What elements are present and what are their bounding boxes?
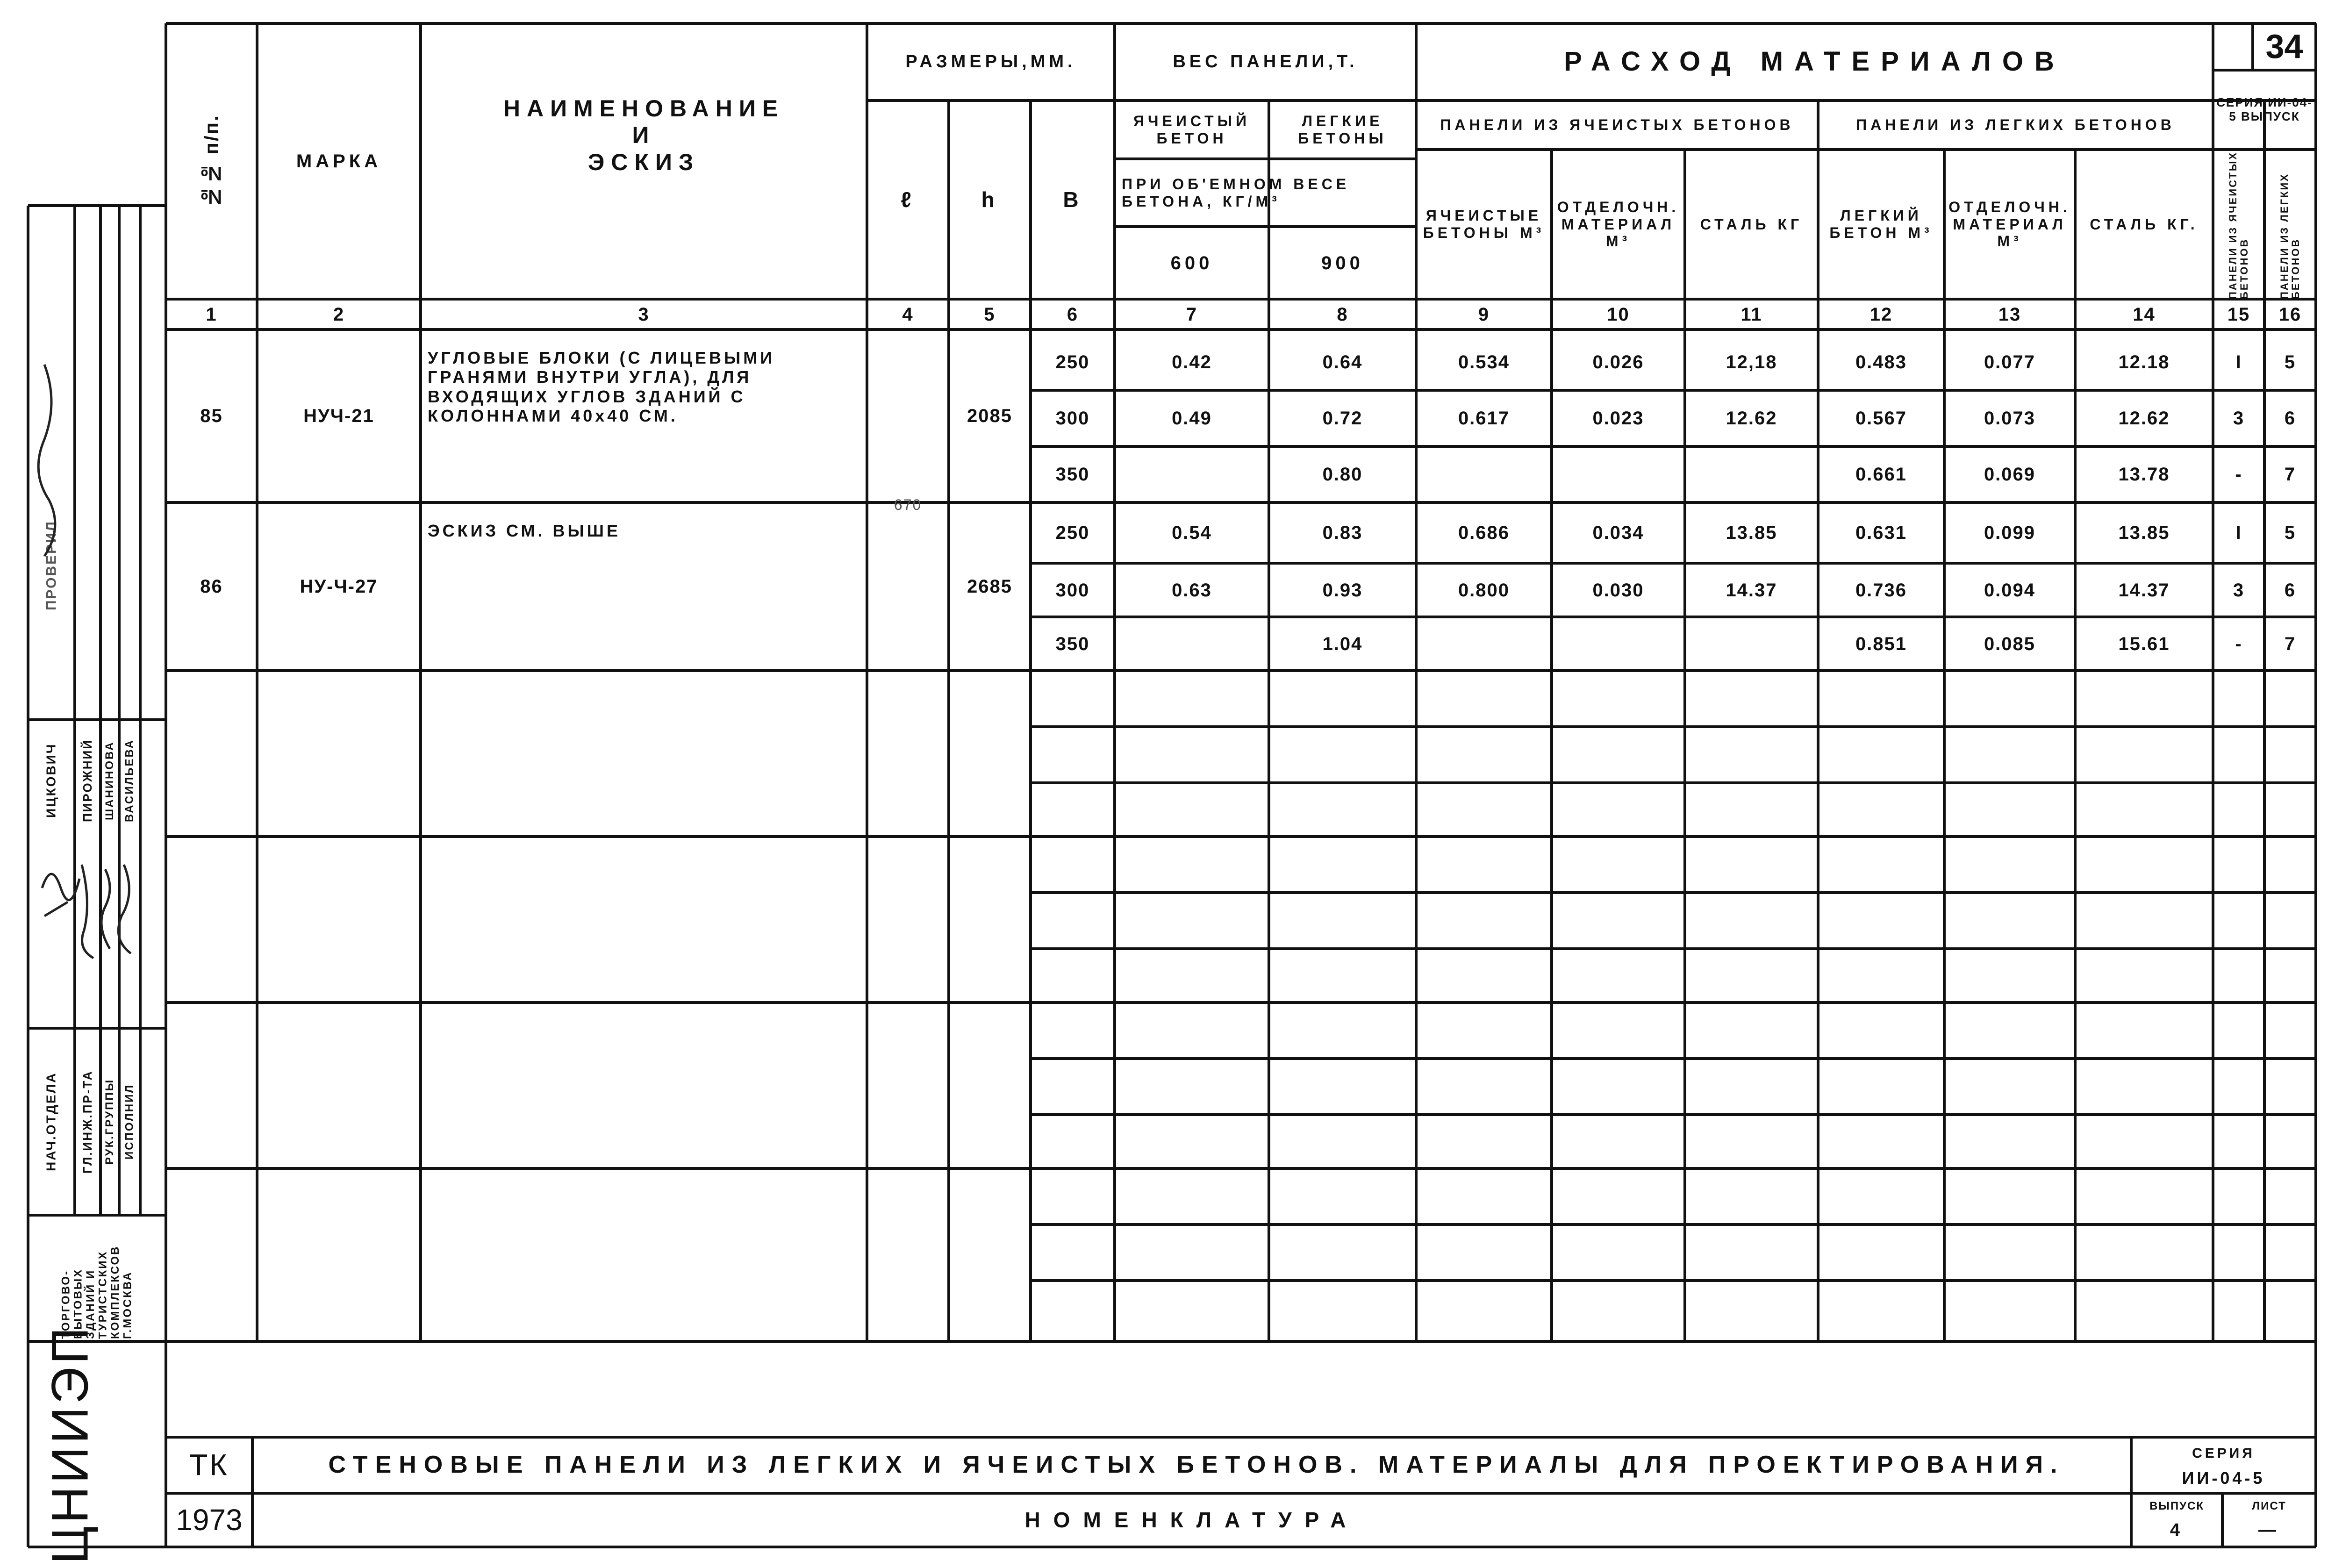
row-mark: НУЧ-21 [303,406,374,426]
cell-c14: 13.85 [2118,523,2170,543]
cell-c13: 0.094 [1984,580,2036,601]
cell-c10: 0.026 [1592,352,1644,372]
cell-b: 350 [1055,633,1090,654]
header-col9: ЯЧЕИСТЫЕ БЕТОНЫ М³ [1423,207,1545,241]
cell-b: 250 [1055,523,1090,543]
header-col15: ПАНЕЛИ ИЗ ЯЧЕИСТЫХ БЕТОНОВ [2227,151,2250,299]
signature-5 [38,365,55,556]
stamp-name-3: ШАНИНОВА [103,741,116,820]
header-dim-b: B [1063,187,1082,212]
column-number-14: 14 [2133,304,2156,325]
l-value: 670 [894,496,922,513]
column-number-4: 4 [902,304,914,325]
stamp-role-1: НАЧ.ОТДЕЛА [43,1072,58,1172]
cell-c12: 0.736 [1855,580,1907,601]
row-height: 2085 [967,406,1012,426]
footer-series-label: СЕРИЯ [2192,1445,2255,1461]
cell-c11: 12.62 [1726,408,1777,429]
header-series-box: СЕРИЯ ИИ-04-5 ВЫПУСК [2216,95,2313,123]
cell-c12: 0.851 [1855,633,1907,654]
header-dim-l: ℓ [901,187,915,212]
row-mark: НУ-Ч-27 [300,576,378,597]
cell-c15: 3 [2233,408,2245,429]
column-number-13: 13 [1998,304,2021,325]
footer-issue-label: ВЫПУСК [2149,1499,2204,1512]
cell-c16: 6 [2284,408,2296,429]
stamp-role-3: РУК.ГРУППЫ [103,1078,116,1165]
signature-4 [118,865,131,953]
header-col16: ПАНЕЛИ ИЗ ЛЕГКИХ БЕТОНОВ [2278,173,2301,299]
cell-w8: 0.93 [1322,580,1363,601]
cell-b: 250 [1055,352,1090,372]
column-number-2: 2 [333,304,345,325]
cell-c12: 0.661 [1855,464,1907,485]
header-light-concretes: ЛЕГКИЕ БЕТОНЫ [1298,112,1387,147]
footer-title: СТЕНОВЫЕ ПАНЕЛИ ИЗ ЛЕГКИХ И ЯЧЕИСТЫХ БЕТОНОВ. МАТЕРИАЛЫ ДЛЯ ПРОЕКТИРОВАНИЯ. [328,1451,2065,1479]
cell-w8: 0.83 [1322,523,1363,543]
header-col10: ОТДЕЛОЧН. МАТЕРИАЛ М³ [1557,198,1680,250]
cell-c14: 12.62 [2118,408,2170,429]
cell-c14: 15.61 [2118,633,2170,654]
cell-c11: 12,18 [1726,352,1777,372]
signature-1 [42,874,79,916]
header-panel-weight: ВЕС ПАНЕЛИ,Т. [1173,51,1358,72]
cell-b: 300 [1055,408,1090,429]
cell-c15: - [2235,464,2242,485]
cell-w7: 0.54 [1172,523,1212,543]
column-number-7: 7 [1186,304,1198,325]
footer-sheet-value: — [2258,1520,2280,1540]
header-cellular-panels: ПАНЕЛИ ИЗ ЯЧЕИСТЫХ БЕТОНОВ [1440,116,1794,134]
cell-w7: 0.42 [1172,352,1212,372]
footer-series-value: ИИ-04-5 [2182,1468,2265,1488]
column-number-8: 8 [1337,304,1348,325]
header-600: 600 [1170,252,1213,273]
signature-3 [101,869,110,949]
header-number: №№ п/п. [200,114,222,208]
header-volume-weight: ПРИ ОБ'ЕМНОМ ВЕСЕ БЕТОНА, КГ/М³ [1122,175,1350,210]
cell-c10: 0.034 [1592,523,1644,543]
header-name-sketch: НАИМЕНОВАНИЕ И ЭСКИЗ [503,95,785,175]
cell-w8: 0.80 [1322,464,1363,485]
footer-tk: ТК [189,1448,229,1482]
cell-w7: 0.49 [1172,408,1212,429]
cell-w8: 0.64 [1322,352,1363,372]
cell-c13: 0.073 [1984,408,2036,429]
cell-c16: 5 [2284,352,2296,372]
stamp-name-1: ИЦКОВИЧ [43,743,58,818]
cell-c15: 3 [2233,580,2245,601]
cell-c12: 0.483 [1855,352,1907,372]
stamp-role-2: ГЛ.ИНЖ.ПР-ТА [80,1070,95,1174]
cell-w8: 1.04 [1322,633,1363,654]
header-mark: МАРКА [296,151,382,172]
cell-c14: 12.18 [2118,352,2170,372]
header-light-panels: ПАНЕЛИ ИЗ ЛЕГКИХ БЕТОНОВ [1856,116,2175,134]
header-dimensions: РАЗМЕРЫ,ММ. [905,51,1076,72]
cell-c16: 7 [2284,633,2296,654]
column-number-1: 1 [206,304,217,325]
stamp-name-4: ВАСИЛЬЕВА [123,738,136,823]
header-cellular-concrete: ЯЧЕИСТЫЙ БЕТОН [1133,112,1250,147]
row-name: УГЛОВЫЕ БЛОКИ (С ЛИЦЕВЫМИ ГРАНЯМИ ВНУТРИ УГЛА), ДЛЯ ВХОДЯЩИХ УГЛОВ ЗДАНИЙ С КОЛОННАМИ 40х40 СМ. [428,348,775,426]
cell-c11: 14.37 [1726,580,1777,601]
column-number-16: 16 [2278,304,2302,325]
column-number-3: 3 [638,304,650,325]
cell-c12: 0.631 [1855,523,1907,543]
cell-c13: 0.085 [1984,633,2036,654]
footer-issue-value: 4 [2170,1520,2184,1540]
cell-c9: 0.534 [1458,352,1510,372]
column-number-15: 15 [2227,304,2250,325]
footer-subtitle: НОМЕНКЛАТУРА [1024,1508,1359,1532]
column-number-11: 11 [1741,304,1762,325]
cell-c16: 7 [2284,464,2296,485]
cell-c14: 13.78 [2118,464,2170,485]
header-900: 900 [1321,252,1364,273]
stamp-name-2: ПИРОЖНИЙ [80,739,95,822]
cell-w8: 0.72 [1322,408,1363,429]
signature-2 [82,865,93,958]
cell-w7: 0.63 [1172,580,1212,601]
cell-c9: 0.686 [1458,523,1510,543]
cell-c14: 14.37 [2118,580,2170,601]
cell-c9: 0.617 [1458,408,1510,429]
cell-c12: 0.567 [1855,408,1907,429]
sheet-number: 34 [2265,28,2303,65]
header-col12: ЛЕГКИЙ БЕТОН М³ [1829,207,1933,241]
footer-sheet-label: ЛИСТ [2252,1499,2286,1512]
cell-b: 350 [1055,464,1090,485]
column-number-9: 9 [1478,304,1490,325]
footer-year: 1973 [176,1503,243,1537]
cell-c9: 0.800 [1458,580,1510,601]
cell-b: 300 [1055,580,1090,601]
cell-c15: - [2235,633,2242,654]
cell-c13: 0.099 [1984,523,2036,543]
cell-c10: 0.023 [1592,408,1644,429]
cell-c15: I [2235,352,2242,372]
header-materials: РАСХОД МАТЕРИАЛОВ [1564,46,2065,77]
header-col11: СТАЛЬ КГ [1700,215,1803,233]
row-number: 86 [200,576,223,597]
cell-c15: I [2235,523,2242,543]
column-number-12: 12 [1869,304,1893,325]
header-col14: СТАЛЬ КГ. [2090,215,2199,233]
column-number-5: 5 [984,304,996,325]
column-number-6: 6 [1067,304,1079,325]
cell-c10: 0.030 [1592,580,1644,601]
stamp-side-text: ПРОВЕРИЛ [43,520,59,611]
cell-c11: 13.85 [1726,523,1777,543]
cell-c13: 0.069 [1984,464,2036,485]
row-name: ЭСКИЗ СМ. ВЫШЕ [428,521,621,540]
header-dim-h: h [981,187,998,212]
cell-c13: 0.077 [1984,352,2036,372]
row-number: 85 [200,406,223,426]
header-col13: ОТДЕЛОЧН. МАТЕРИАЛ М³ [1948,198,2071,250]
cell-c16: 6 [2284,580,2296,601]
cell-c16: 5 [2284,523,2296,543]
column-number-10: 10 [1607,304,1630,325]
stamp-org-name: ТОРГОВО-БЫТОВЫХ ЗДАНИЙ И ТУРИСТСКИХ КОМПЛЕКСОВ Г.МОСКВА [59,1245,134,1339]
row-height: 2685 [967,576,1012,597]
stamp-org-logo: ЦНИИЭП [41,1324,99,1564]
stamp-role-4: ИСПОЛНИЛ [123,1083,136,1160]
